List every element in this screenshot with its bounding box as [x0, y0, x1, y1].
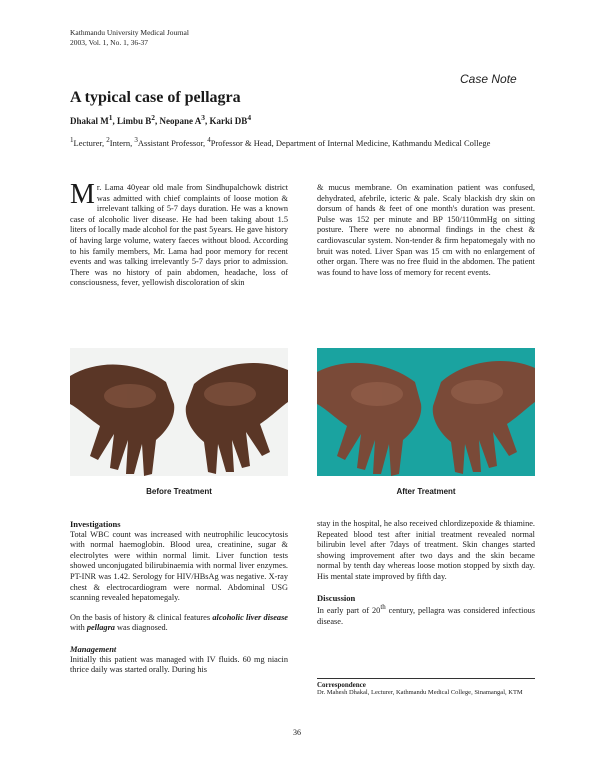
correspondence-text: Dr. Mahesh Dhakal, Lecturer, Kathmandu Medical College, Sinamangal, KTM [317, 689, 523, 696]
author-name: Neopane A [159, 116, 202, 126]
affil-sup: 2 [106, 136, 110, 144]
management-heading: Management [70, 643, 117, 654]
affil-text: Assistant Professor, [137, 137, 208, 148]
author-sup: 1 [108, 113, 113, 122]
discussion-heading: Discussion [317, 592, 356, 603]
affil-sup: 3 [134, 136, 138, 144]
journal-info [70, 28, 189, 48]
diagnosis-emphasis-2: pellagra [86, 623, 115, 633]
author-sup: 3 [201, 113, 206, 122]
management-text: Initially this patient was managed with IV fluids. 60 mg niacin thrice daily was started orally. During his [70, 654, 288, 675]
diagnosis-text [70, 613, 288, 634]
correspondence-divider [317, 678, 535, 679]
author-sup: 2 [151, 113, 156, 122]
affiliations [70, 135, 540, 149]
drop-cap: M [70, 179, 95, 210]
discussion-post: century, pellagra was considered infectious disease. [317, 605, 536, 626]
before-treatment-photo [70, 348, 288, 476]
author-sup: 4 [247, 113, 252, 122]
author-name: Karki DB [209, 116, 248, 126]
page-number: 36 [293, 728, 301, 737]
lower-left-column [70, 519, 288, 676]
affil-sup: 1 [70, 136, 74, 144]
correspondence-heading: Correspondence [317, 681, 366, 689]
hands-after-image [317, 348, 535, 476]
article-type: Case Note [460, 72, 517, 86]
intro-left-text: r. Lama 40year old male from Sindhupalchowk district was admitted with chief complaints of loose motion & irrelevant talking of 5-7 days duration. He was a known case of alcoholic liver disease. He had been taking about 1.5 liters of locally made alcohol for the past 5years. He gave history of having large volume, watery faeces without blood. According to his family members, Mr. Lama had poor memory for recent events and was talking irrelevantly 5-7 days prior to admission. There was no history of pain abdomen, headache, loss of consciousness, fever, yellowish discoloration of skin [70, 183, 288, 288]
diagnosis-mid: with [70, 623, 87, 633]
author-name: Dhakal M [70, 116, 109, 126]
management-continued: stay in the hospital, he also received chlordizepoxide & thiamine. Repeated blood test after initial treatment revealed normal bilirubin level after 7days of treatment. Skin changes started showing improvement after two days and the skin became normal by tenth day whereas loose motion stopped by sixth day. His mental state improved by fifth day. [317, 519, 535, 581]
intro-right-column: & mucus membrane. On examination patient was confused, dehydrated, afebrile, icteric & pale. Scaly blackish dry skin on dorsum of hands & feet of one month's duration was present. Pulse was 152 per minute and BP 150/110mmHg on sitting posture. There were no abnormal findings in the chest & cardiovascular system. Non-tender & firm hepatomegaly with no bruit was noted. Liver Span was 15 cm with no enlargement of other organ. There was no free fluid in the abdomen. The patient was found to have loss of memory for recent events. [317, 183, 535, 277]
after-treatment-photo [317, 348, 535, 476]
after-treatment-caption: After Treatment [396, 487, 456, 496]
investigations-text: Total WBC count was increased with neutrophilic leucocytosis with normal haemoglobin. Blood urea, creatinine, sugar & electrolytes were within normal limit. Liver function tests showed unconjugated bilirubinaemia with normal liver enzymes. PT-INR was 1.42. Serology for HIV/HBsAg was negative. X-ray chest & electrocardiogram were normal. Abdominal USG scanning revealed hepatomegaly. [70, 529, 288, 603]
diagnosis-post: was diagnosed. [114, 623, 168, 633]
journal-issue: 2003, Vol. 1, No. 1, 36-37 [70, 38, 149, 47]
article-title: A typical case of pellagra [70, 89, 241, 106]
discussion-sup: th [380, 604, 386, 612]
diagnosis-pre: On the basis of history & clinical features [70, 612, 213, 622]
diagnosis-emphasis-1: alcoholic liver disease [212, 612, 288, 622]
discussion-pre: In early part of 20 [317, 605, 381, 615]
journal-name: Kathmandu University Medical Journal [70, 28, 189, 37]
author-name: Limbu B [117, 116, 152, 126]
affil-text: Professor & Head, Department of Internal Medicine, Kathmandu Medical College [210, 137, 491, 148]
before-treatment-caption: Before Treatment [146, 487, 212, 496]
affil-text: Lecturer, [73, 137, 107, 148]
hands-before-image [70, 348, 288, 476]
lower-right-column [317, 519, 535, 627]
discussion-text [317, 603, 535, 627]
author-list: Dhakal $M^1$, Limbu $B^2$, Neopane $A^3$, Karki $DB^4$ [70, 113, 252, 126]
investigations-heading: Investigations [70, 519, 121, 529]
intro-left-column [70, 179, 288, 289]
affil-sup: 4 [207, 136, 211, 144]
affil-text: Intern, [109, 137, 135, 148]
